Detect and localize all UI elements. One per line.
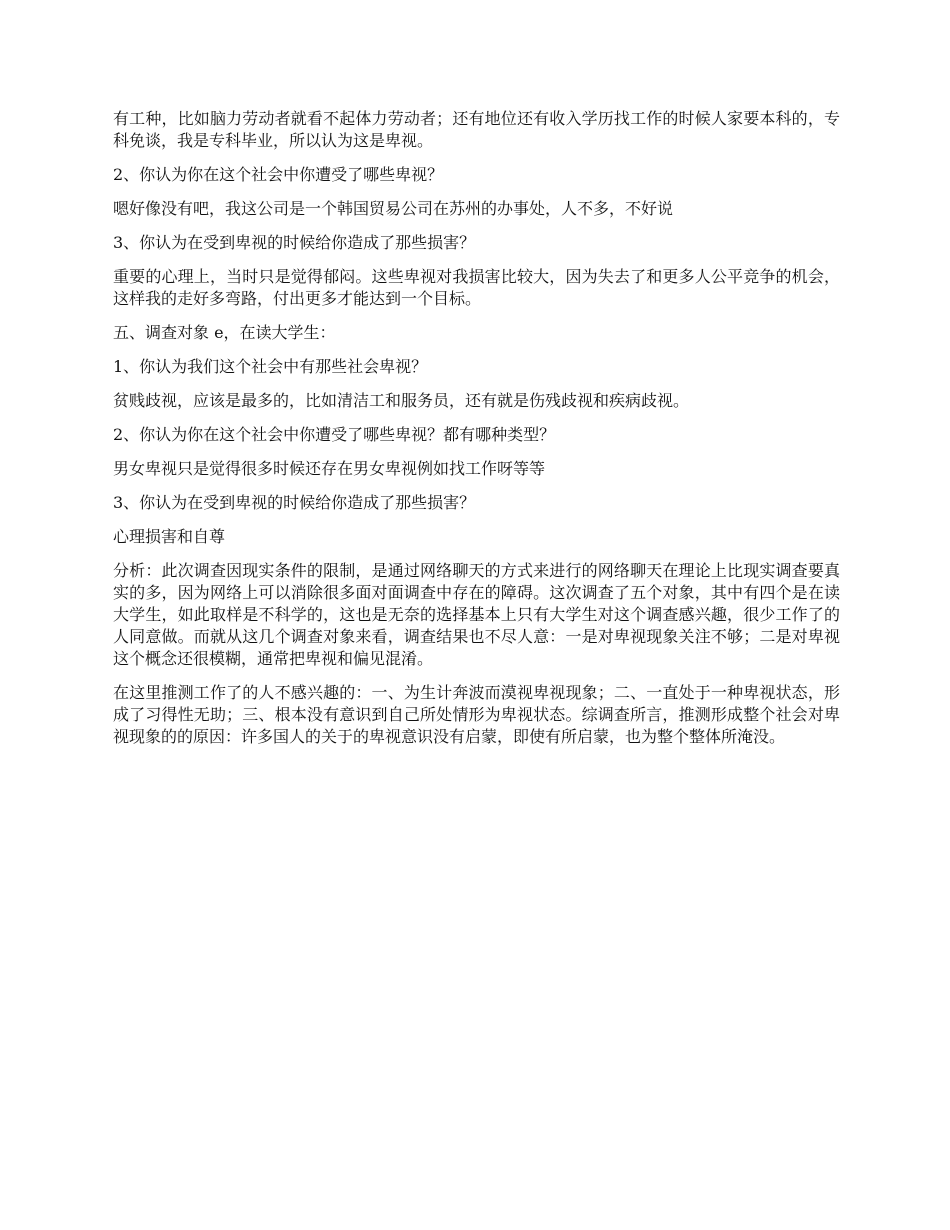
answer-2: 嗯好像没有吧，我这公司是一个韩国贸易公司在苏州的办事处，人不多，不好说 [113, 199, 674, 218]
analysis-paragraph: 分析：此次调查因现实条件的限制，是通过网络聊天的方式来进行的网络聊天在理论上比现实调查要真实的多，因为网络上可以消除很多面对面调查中存在的障碍。这次调查了五个对象，其中有四个是在读大学生，如此取样是不科学的，这也是无奈的选择基本上只有大学生对这个调查感兴趣，很少工作了的人同意做。而就从这几个调查对象来看，调查结果也不尽人意：一是对卑视现象关注不够；二是对卑视这个概念还很模糊，通常把卑视和偏见混淆。 [113, 561, 840, 668]
answer-e-3: 心理损害和自尊 [113, 527, 226, 546]
answer-e-1: 贫贱歧视，应该是最多的，比如清洁工和服务员，还有就是伤残歧视和疾病歧视。 [113, 391, 690, 410]
conclusion-paragraph: 在这里推测工作了的人不感兴趣的：一、为生计奔波而漠视卑视现象；二、一直处于一种卑视状态，形成了习得性无助；三、根本没有意识到自己所处情形为卑视状态。综调查所言，推测形成整个社会对卑视现象的的原因：许多国人的关于的卑视意识没有启蒙，即使有所启蒙，也为整个整体所淹没。 [113, 683, 840, 746]
section-heading-e: 五、调查对象 e，在读大学生： [113, 323, 336, 342]
question-e-3: 3、你认为在受到卑视的时候给你造成了那些损害？ [113, 493, 476, 512]
answer-3: 重要的心理上，当时只是觉得郁闷。这些卑视对我损害比较大，因为失去了和更多人公平竞争的机会，这样我的走好多弯路，付出更多才能达到一个目标。 [113, 267, 840, 308]
question-e-2: 2、你认为你在这个社会中你遭受了哪些卑视？都有哪种类型？ [113, 425, 556, 444]
question-2: 2、你认为你在这个社会中你遭受了哪些卑视？ [113, 165, 444, 184]
question-e-1: 1、你认为我们这个社会中有那些社会卑视？ [113, 357, 428, 376]
question-3: 3、你认为在受到卑视的时候给你造成了那些损害？ [113, 233, 476, 252]
paragraph-continued-answer: 有工种，比如脑力劳动者就看不起体力劳动者；还有地位还有收入学历找工作的时候人家要本科的，专科免谈，我是专科毕业，所以认为这是卑视。 [113, 109, 840, 150]
document-page [113, 108, 840, 760]
answer-e-2: 男女卑视只是觉得很多时候还存在男女卑视例如找工作呀等等 [113, 459, 546, 478]
